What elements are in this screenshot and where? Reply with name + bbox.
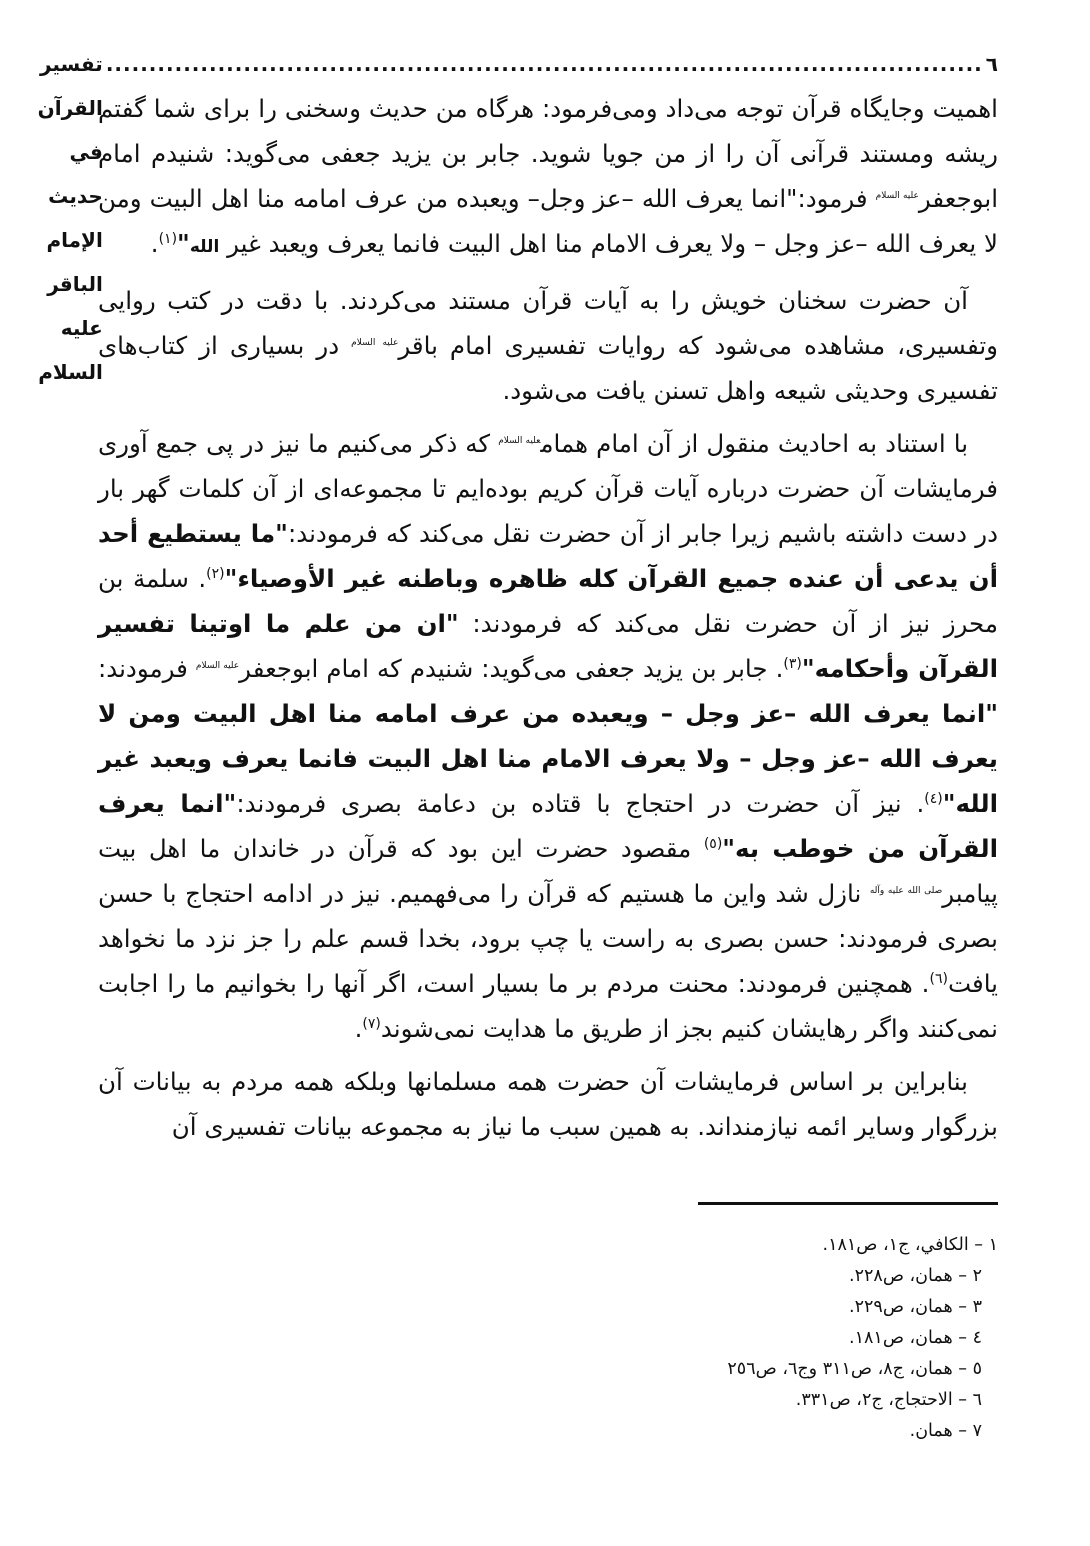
honorific: عليه السلام <box>498 435 541 446</box>
page-number: ٦ <box>985 52 998 76</box>
paragraph-3: با استناد به احادیث منقول از آن امام همام$^{عليه السلام}$ که ذکر می‌کنیم ما نیز در پی جمع آوری فرمایشات آن حضرت درباره آیات قرآن کریم بوده‌ایم تا مجموعه‌ای از آن کلمات گهر بار در دست داشته باشیم زیرا جابر از آن حضرت نقل می‌کند که فرمودند:"ما يستطيع أحد أن يدعی أن عنده جميع القرآن كله ظاهره وباطنه غير الأوصياء"$^{(٢)}$. سلمة بن محرز نیز از آن حضرت نقل می‌کند که فرمودند: "ان من علم ما اوتينا تفسير القرآن وأحكامه"$^{(٣)}$. جابر بن یزید جعفی می‌گوید: شنیدم که امام ابوجعفر$^{عليه السلام}$ فرمودند: "انما يعرف الله –عز وجل – ويعبده من عرف امامه منا اهل البيت ومن لا يعرف الله –عز وجل – ولا يعرف الامام منا اهل البيت فانما يعرف ويعبد غير الله"$^{(٤)}$. نیز آن حضرت در احتجاج با قتاده بن دعامة بصری فرمودند:"انما يعرف القرآن من خوطب به"$^{(٥)}$ مقصود حضرت این بود که قرآن در خاندان ما اهل بیت پیامبر$^{صلى الله عليه وآله}$ نازل شد واین ما هستیم که قرآن را می‌فهمیم. نیز در ادامه احتجاج با حسن بصری فرمودند: حسن بصری به راست یا چپ برود، بخدا قسم علم را جز نزد ما نخواهد یافت$^{(٦)}$. همچنین فرمودند: محنت مردم بر ما بسیار است، اگر آنها را بخوانیم ما را اجابت نمی‌کنند واگر رهایشان کنیم بجز از طریق ما هدایت نمی‌شوند$^{(٧)}$. <box>98 429 999 1043</box>
quote-1: "ما يستطيع أحد أن يدعی أن عنده جميع القرآن كله ظاهره وباطنه غير الأوصياء" <box>98 519 998 593</box>
main-text <box>98 86 998 1149</box>
footnote-separator <box>698 1202 998 1205</box>
footnote-ref-2: (٢) <box>206 565 225 582</box>
footnote-ref-6: (٦) <box>929 970 948 987</box>
footnote-ref-4: (٤) <box>924 790 943 807</box>
honorific: عليه السلام <box>195 660 240 671</box>
footnote-ref-3: (٣) <box>783 655 802 672</box>
quote-3: "انما يعرف الله –عز وجل – ويعبده من عرف امامه منا اهل البيت ومن لا يعرف الله –عز وجل – ولا يعرف الامام منا اهل البيت فانما يعرف ويعبد غير الله" <box>98 699 998 818</box>
quote-4: "انما يعرف القرآن من خوطب به" <box>98 789 999 863</box>
footnote-7: ٧ – همان. <box>909 1421 982 1441</box>
footnote-5: ٥ – همان، ج٨، ص٣١١ وج٦، ص٢٥٦ <box>727 1359 982 1379</box>
footnote-3: ٣ – همان، ص٢٢٩. <box>849 1297 982 1317</box>
footnote-1: ١ – الكافي، ج١، ص١٨١. <box>822 1235 998 1255</box>
leader-dots: ...................................................................................................... <box>105 52 983 76</box>
footnote-ref-1: (١) <box>158 230 178 247</box>
quote-2: "ان من علم ما اوتينا تفسير القرآن وأحكامه" <box>98 609 998 683</box>
footnote-2: ٢ – همان، ص٢٢٨. <box>849 1266 982 1286</box>
footnote-ref-5: (٥) <box>703 835 723 852</box>
paragraph-2: آن حضرت سخنان خویش را به آیات قرآن مستند می‌کردند. با دقت در کتب روایی وتفسیری، مشاهده می‌شود که روایات تفسیری امام باقر$^{عليه السلام}$ در بسیاری از کتاب‌های تفسیری وحدیثی شیعه واهل تسنن یافت می‌شود. <box>98 286 998 405</box>
running-title: تفسير القرآن في حديث الإمام الباقر عليه السلام <box>37 52 103 384</box>
footnote-6: ٦ – الاحتجاج، ج٢، ص٣٣١. <box>795 1390 982 1410</box>
honorific: عليه السلام <box>875 190 919 201</box>
footnotes <box>498 1230 998 1447</box>
honorific: صلى الله عليه وآله <box>869 885 943 896</box>
footnote-ref-7: (٧) <box>362 1015 381 1032</box>
footnote-4: ٤ – همان، ص١٨١. <box>849 1328 982 1348</box>
paragraph-1: اهمیت وجایگاه قرآن توجه می‌داد ومی‌فرمود: هرگاه من حدیث وسخنی را برای شما گفتم ریشه ومستند قرآنی آن را از من جویا شوید. جابر بن یزید جعفی می‌گوید: شنیدم امام ابوجعفر$^{عليه السلام}$ فرمود:"انما یعرف الله –عز وجل– ویعبده من عرف امامه منا اهل البیت ومن لا یعرف الله –عز وجل – ولا یعرف الامام منا اهل البیت فانما یعرف ویعبد غیر الله"$^{(١)}$. <box>98 94 999 258</box>
honorific: عليه السلام <box>351 337 399 348</box>
paragraph-4: بنابراین بر اساس فرمایشات آن حضرت همه مسلمانها وبلکه همه مردم به بیانات آن بزرگوار وسایر ائمه نیازمنداند. به همین سبب ما نیاز به مجموعه بیانات تفسیری آن <box>98 1067 998 1141</box>
